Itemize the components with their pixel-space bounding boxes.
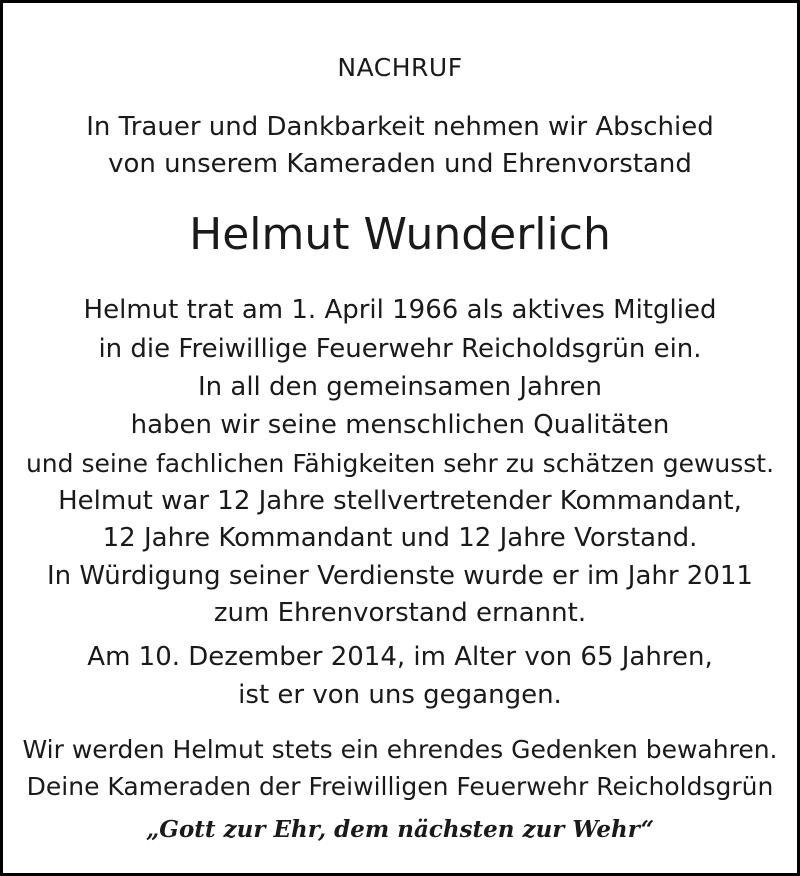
- body-line: zum Ehrenvorstand ernannt.: [213, 598, 587, 628]
- body-line: Helmut trat am 1. April 1966 als aktives Mitglied: [83, 295, 717, 325]
- body-line: haben wir seine menschlichen Qualitäten: [130, 410, 670, 440]
- death-line: ist er von uns gegangen.: [238, 680, 562, 710]
- body-line: und seine fachlichen Fähigkeiten sehr zu schätzen gewusst.: [25, 449, 775, 478]
- motto: „Gott zur Ehr, dem nächsten zur Wehr“: [146, 816, 654, 843]
- body-line: in die Freiwillige Feuerwehr Reicholdsgrün ein.: [98, 334, 702, 364]
- deceased-name: Helmut Wunderlich: [189, 209, 611, 260]
- notice-heading: NACHRUF: [337, 53, 463, 82]
- closing-line: Wir werden Helmut stets ein ehrendes Gedenken bewahren.: [22, 735, 778, 764]
- body-line: In Würdigung seiner Verdienste wurde er im Jahr 2011: [47, 561, 753, 591]
- intro-line: In Trauer und Dankbarkeit nehmen wir Abschied: [86, 112, 714, 142]
- body-line: Helmut war 12 Jahre stellvertretender Kommandant,: [58, 486, 742, 516]
- body-line: In all den gemeinsamen Jahren: [197, 372, 603, 402]
- closing-line: Deine Kameraden der Freiwilligen Feuerwehr Reicholdsgrün: [26, 772, 774, 801]
- intro-line: von unserem Kameraden und Ehrenvorstand: [108, 149, 692, 179]
- death-line: Am 10. Dezember 2014, im Alter von 65 Jahren,: [87, 642, 713, 672]
- body-line: 12 Jahre Kommandant und 12 Jahre Vorstand.: [102, 523, 698, 553]
